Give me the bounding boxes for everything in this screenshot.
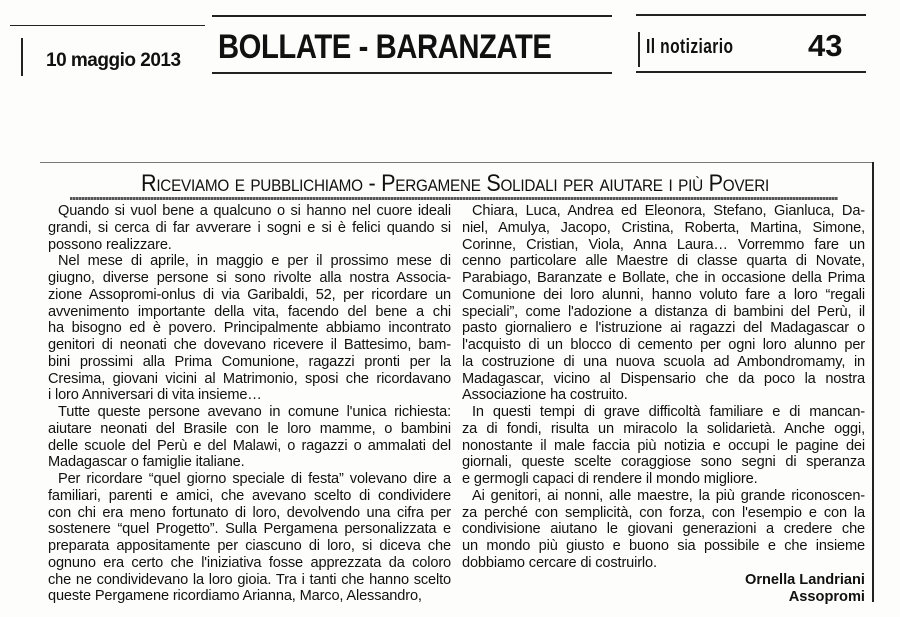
text-line: giugno, diverse persone si sono rivolte alla nostra Associa- [48,270,451,286]
paragraph [48,404,451,471]
text-line: Parabiago, Baranzate e Bollate, che in occasione della Prima [462,270,865,286]
header-rule-right-top [636,14,866,16]
paragraph [462,488,865,572]
header-rule-center-top [212,15,612,17]
paragraph [462,404,865,488]
article-top-rule [40,162,872,163]
paragraph [48,471,451,605]
paragraph [462,203,865,404]
text-line: sostenere “quel Progetto”. Sulla Pergamena personalizzata e [48,521,451,538]
newspaper-name: Il notiziario [646,36,734,58]
text-line: un mondo più giusto e buono sia possibile e che insieme [462,538,865,554]
paragraph [48,203,451,253]
text-line: l'acquisto di un blocco di cemento per ogni loro alunno per [462,337,865,353]
text-line: avvenimento importante della vita, facendo del bene a chi [48,303,451,320]
text-line: cenno particolare alle Maestre di classe quarta di Novate, [462,253,865,270]
text-line: Per ricordare “quel giorno speciale di festa” volevano dire a [58,471,451,487]
text-line: Madagascar o famiglie italiane. [48,454,245,471]
text-line: niel, Amulya, Jacopo, Cristina, Roberta, Martina, Simone, [462,219,865,236]
text-line: speciali”, come l'adozione a distanza di bambini del Perù, il [462,303,865,320]
text-line: queste Pergamene ricordiamo Arianna, Marco, Alessandro, [48,588,422,605]
header-divider-right [638,32,640,67]
text-line: zione Assopromi-onlus di via Garibaldi, 52, per ricordare un [48,286,451,303]
text-line: bini prossimi alla Prima Comunione, ragazzi pronti per la [48,353,451,370]
paragraph [48,253,451,404]
text-line: condivisione aiutano le giovani generazioni a credere che [462,521,865,538]
text-line: e germogli capaci di rendere il mondo migliore. [462,471,758,487]
signature-organization: Assopromi [788,588,865,605]
text-line: grandi, si cerca di far avverare i sogni e si è felici quando si [48,219,451,236]
text-line: genitori di neonati che dovevano ricevere il Battesimo, bam- [48,337,451,353]
text-line: ognuno era certo che l'iniziativa fosse apprezzata da coloro [48,554,451,571]
text-line: Chiara, Luca, Andrea ed Eleonora, Stefano, Gianluca, Da- [472,203,865,219]
text-line: Madagascar, vicino al Dispensario che da poco la nostra [462,370,865,387]
article-column-right [462,203,865,606]
article-headline: Riceviamo e pubblichiamo - Pergamene Solidali per aiutare i più Poveri [140,170,770,197]
text-line: Associazione ha costruito. [462,387,628,404]
text-line: giornali, queste scelte coraggiose sono segni di speranza [462,454,865,471]
text-line: In questi tempi di grave difficoltà familiare e di mancan- [472,404,865,420]
header-rule-left [10,25,205,26]
text-line: delle scuole del Perù e del Malawi, o ragazzi o ammalati del [48,437,451,454]
text-line: la costruzione di una nuova scuola ad Ambondromamy, in [462,353,865,370]
text-line: preparata appositamente per ciascuno di loro, si diceva che [48,538,451,554]
text-line: con chi era meno fortunato di loro, devolvendo una cifra per [48,504,451,521]
text-line: pasto giornaliero e l'istruzione ai ragazzi del Madagascar o [462,320,865,337]
section-title: BOLLATE - BARANZATE [218,28,552,66]
text-line: possono realizzare. [48,236,172,253]
text-line: aiutare neonati del Brasile con le loro mamme, o bambini [48,420,451,437]
text-line: Corinne, Cristian, Viola, Anna Laura… Vorremmo fare un [462,236,865,253]
text-line: Tutte queste persone avevano in comune l'unica richiesta: [58,404,451,420]
text-line: dobbiamo cercare di costruirlo. [462,554,657,571]
text-line: za perché con semplicità, con forza, con l'esempio e con la [462,504,865,521]
text-line: Nel mese di aprile, in maggio e per il prossimo mese di [58,253,451,270]
text-line: che ne condividevano la loro gioia. Tra i tanti che hanno scelto [48,571,451,588]
page-number: 43 [808,28,843,63]
header-rule-center-bottom [212,72,612,74]
headline-underline [70,197,838,200]
text-line: i loro Anniversari di vita insieme… [48,387,262,404]
header-rule-right-bottom [636,71,866,73]
article-column-left [48,203,451,605]
text-line: ha bisogno ed è povero. Principalmente abbiamo incontrato [48,320,451,337]
text-line: familiari, parenti e amici, che avevano scelto di condividere [48,487,451,504]
text-line: Cresima, giovani vicini al Matrimonio, sposi che ricordavano [48,370,451,387]
article-right-border [872,162,874,602]
text-line: Ai genitori, ai nonni, alle maestre, la più grande riconoscen- [472,487,865,504]
text-line: za di fondi, risulta un miracolo la solidarietà. Anche oggi, [462,420,865,437]
text-line: Comunione dei loro alunni, hanno voluto fare a loro “regali [462,286,865,303]
text-line: nonostante il male faccia più notizia e occupi le pagine dei [462,437,865,454]
header-divider-left [21,38,23,76]
signature-author: Ornella Landriani [744,571,865,588]
text-line: Quando si vuol bene a qualcuno o si hanno nel cuore ideali [58,203,451,219]
issue-date: 10 maggio 2013 [46,50,181,71]
